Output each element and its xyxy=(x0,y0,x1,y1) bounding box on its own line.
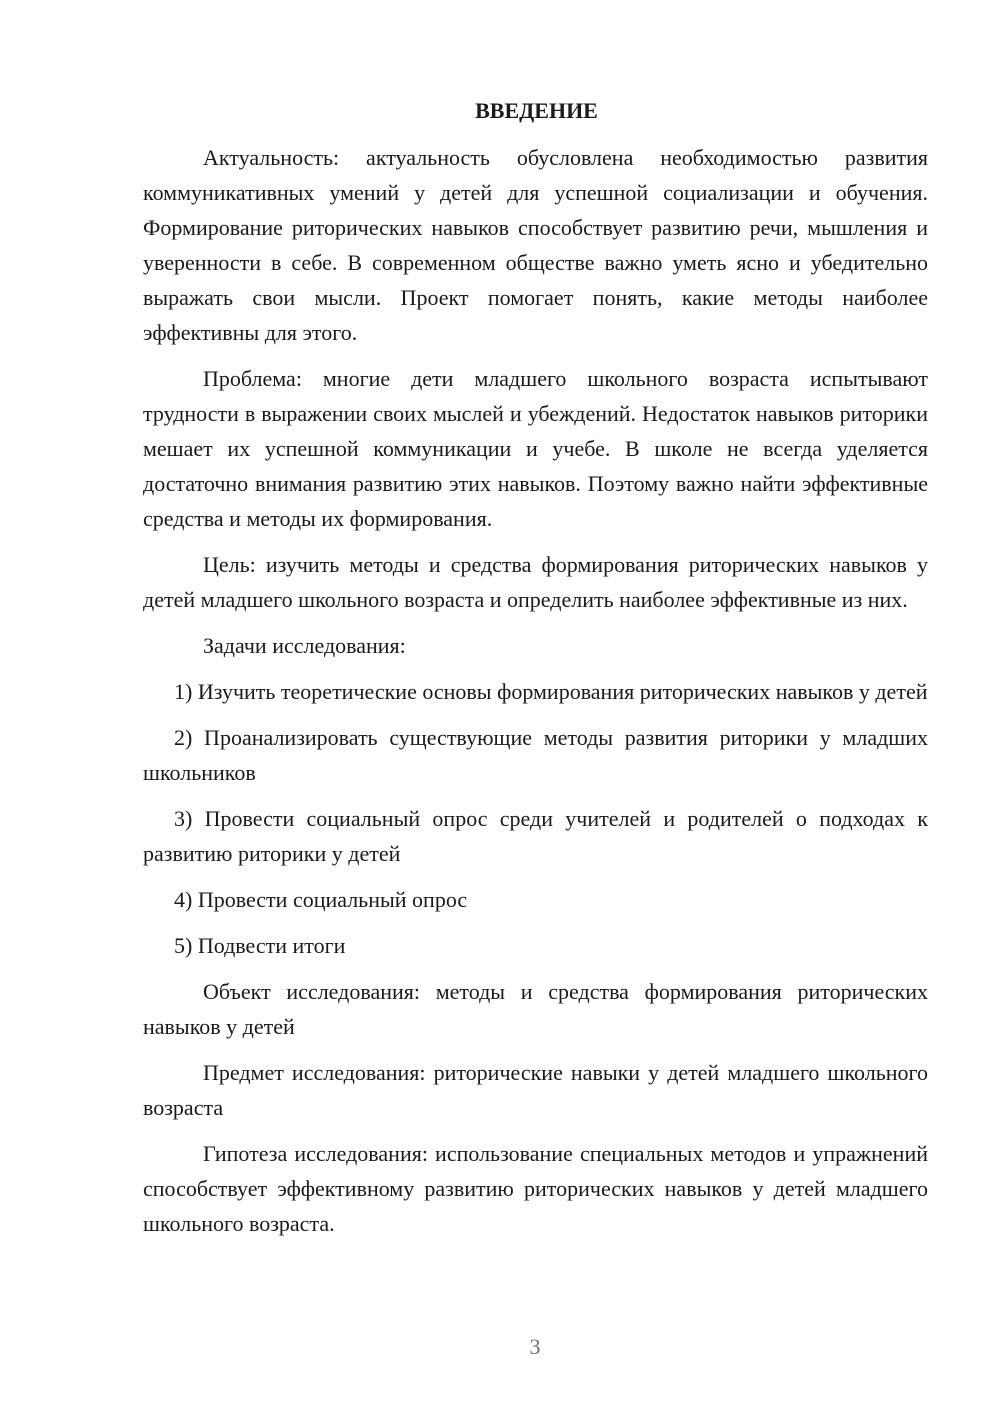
task-item-5: 5) Подвести итоги xyxy=(174,933,346,958)
tasks-heading: Задачи исследования: xyxy=(203,633,406,658)
task-item-3: 3) Провести социальный опрос среди учителей и родителей о подходах к развитию риторики у детей xyxy=(143,806,928,866)
problem-paragraph: Проблема: многие дети младшего школьного возраста испытывают трудности в выражении своих мыслей и убеждений. Недостаток навыков риторики мешает их успешной коммуникации и учебе. В школе не всегда уделяется достаточно внимания развитию этих навыков. Поэтому важно найти эффективные средства и методы их формирования. xyxy=(143,366,928,531)
section-title: ВВЕДЕНИЕ xyxy=(475,98,598,123)
object-paragraph: Объект исследования: методы и средства формирования риторических навыков у детей xyxy=(143,979,928,1039)
task-item-1: 1) Изучить теоретические основы формирования риторических навыков у детей xyxy=(174,679,928,704)
goal-paragraph: Цель: изучить методы и средства формирования риторических навыков у детей младшего школьного возраста и определить наиболее эффективные из них. xyxy=(143,552,928,612)
task-item-4: 4) Провести социальный опрос xyxy=(174,887,468,912)
subject-paragraph: Предмет исследования: риторические навыки у детей младшего школьного возраста xyxy=(143,1060,928,1120)
document-page xyxy=(143,96,928,1252)
page-number: 3 xyxy=(529,1334,541,1359)
relevance-paragraph: Актуальность: актуальность обусловлена необходимостью развития коммуникативных умений у детей для успешной социализации и обучения. Формирование риторических навыков способствует развитию речи, мышления и уверенности в себе. В современном обществе важно уметь ясно и убедительно выражать свои мысли. Проект помогает понять, какие методы наиболее эффективны для этого. xyxy=(143,145,928,345)
hypothesis-paragraph: Гипотеза исследования: использование специальных методов и упражнений способствует эффективному развитию риторических навыков у детей младшего школьного возраста. xyxy=(143,1141,928,1236)
task-item-2: 2) Проанализировать существующие методы развития риторики у младших школьников xyxy=(143,725,928,785)
